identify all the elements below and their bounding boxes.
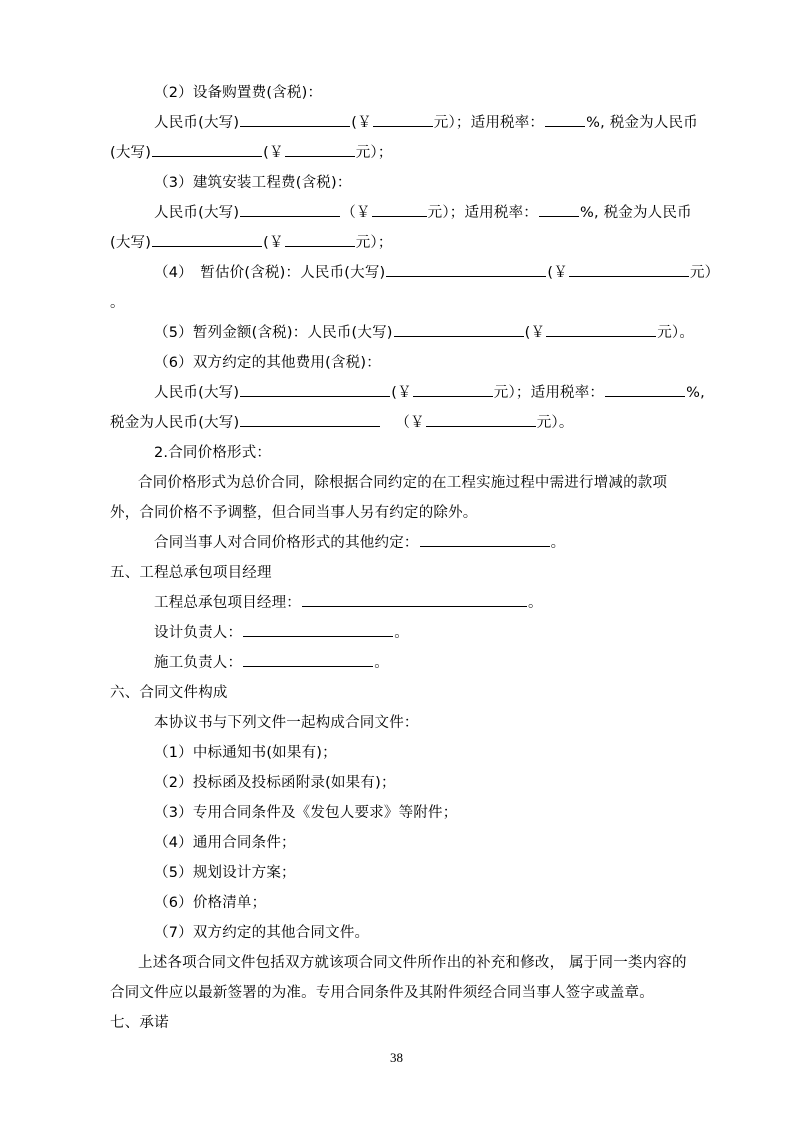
fill-blank[interactable] xyxy=(546,321,656,337)
document-body xyxy=(110,78,720,1038)
paragraph-construction-cost-title xyxy=(110,168,688,198)
text-run: 。 xyxy=(110,295,125,311)
text-run: 元）。 xyxy=(536,415,574,431)
text-run: （￥ xyxy=(395,415,425,431)
paragraph-other-cost-amount xyxy=(110,378,705,408)
fill-blank[interactable] xyxy=(285,231,355,247)
text-run: (￥ xyxy=(263,235,284,251)
text-run: （2）设备购置费(含税)： xyxy=(154,85,323,101)
text-run: （1）中标通知书(如果有)； xyxy=(154,745,337,761)
text-run: 五、工程总承包项目经理 xyxy=(110,565,272,581)
paragraph-price-form-other xyxy=(110,528,688,558)
text-run: 。 xyxy=(528,595,543,611)
fill-blank[interactable] xyxy=(373,111,433,127)
fill-blank[interactable] xyxy=(413,381,493,397)
list-item-2 xyxy=(110,768,688,798)
heading-project-manager xyxy=(110,558,688,588)
text-run: (￥ xyxy=(351,115,372,131)
text-run: （7）双方约定的其他合同文件。 xyxy=(154,925,370,941)
paragraph-documents-note xyxy=(110,948,688,1008)
text-run: （4）通用合同条件； xyxy=(154,835,296,851)
text-run: 元）；适用税率： xyxy=(493,385,605,401)
fill-blank[interactable] xyxy=(285,141,355,157)
text-run: (￥ xyxy=(391,385,412,401)
text-run: (￥ xyxy=(263,145,284,161)
text-run: 人民币(大写) xyxy=(154,385,240,401)
fill-blank[interactable] xyxy=(243,651,373,667)
paragraph-price-form-body xyxy=(110,468,688,528)
text-run: （3）建筑安装工程费(含税)： xyxy=(154,175,352,191)
text-run: 。 xyxy=(394,625,409,641)
text-run: （6）双方约定的其他费用(含税)： xyxy=(154,355,381,371)
text-run: 元）。 xyxy=(657,325,695,341)
fill-blank[interactable] xyxy=(240,201,340,217)
text-run: 六、合同文件构成 xyxy=(110,685,228,701)
heading-commitment xyxy=(110,1008,688,1038)
text-run: 上述各项合同文件包括双方就该项合同文件所作出的补充和修改， 属于同一类内容的合同文件应以最新签署的为准。专用合同条件及其附件须经合同当事人签字或盖章。 xyxy=(110,955,687,1001)
paragraph-provisional-price-end xyxy=(110,288,688,318)
text-run: （6）价格清单； xyxy=(154,895,267,911)
text-run: 合同价格形式为总价合同，除根据合同约定的在工程实施过程中需进行增减的款项外，合同价格不予调整，但合同当事人另有约定的除外。 xyxy=(110,475,668,521)
text-run: (￥ xyxy=(524,325,546,341)
text-run: (大写) xyxy=(110,235,152,251)
fill-blank[interactable] xyxy=(545,111,585,127)
paragraph-other-cost-tax xyxy=(110,408,688,438)
list-item-7 xyxy=(110,918,688,948)
text-run: 人民币(大写) xyxy=(154,115,240,131)
text-run: (大写) xyxy=(110,145,152,161)
text-run: 工程总承包项目经理： xyxy=(154,595,301,611)
text-run: (￥ xyxy=(547,265,568,281)
list-item-4 xyxy=(110,828,688,858)
paragraph-equipment-cost-title xyxy=(110,78,688,108)
text-run: 七、承诺 xyxy=(110,1015,169,1031)
text-run: 税金为人民币(大写) xyxy=(110,415,240,431)
paragraph-price-form-title xyxy=(110,438,688,468)
text-run: %, 税金为人民币 xyxy=(586,115,698,131)
paragraph-epc-manager xyxy=(110,588,688,618)
fill-blank[interactable] xyxy=(539,201,579,217)
paragraph-other-cost-title xyxy=(110,348,688,378)
text-run: 设计负责人： xyxy=(154,625,243,641)
paragraph-construction-manager xyxy=(110,648,688,678)
text-run: 2.合同价格形式： xyxy=(154,445,272,461)
text-run: 元）； xyxy=(355,145,393,161)
paragraph-equipment-cost-tax xyxy=(110,138,688,168)
fill-blank[interactable] xyxy=(240,411,380,427)
list-item-1 xyxy=(110,738,688,768)
fill-blank[interactable] xyxy=(240,381,390,397)
text-run: （4） 暂估价(含税)：人民币(大写) xyxy=(154,265,386,281)
fill-blank[interactable] xyxy=(420,531,550,547)
fill-blank[interactable] xyxy=(394,321,524,337)
text-run: （5）暂列金额(含税)：人民币(大写) xyxy=(154,325,393,341)
fill-blank[interactable] xyxy=(605,381,685,397)
text-run: （2）投标函及投标函附录(如果有)； xyxy=(154,775,396,791)
text-run: 。 xyxy=(374,655,389,671)
fill-blank[interactable] xyxy=(152,141,262,157)
paragraph-provisional-sum xyxy=(110,318,695,348)
list-item-5 xyxy=(110,858,688,888)
fill-blank[interactable] xyxy=(386,261,546,277)
fill-blank[interactable] xyxy=(569,261,689,277)
list-item-3 xyxy=(110,798,688,828)
fill-blank[interactable] xyxy=(372,201,427,217)
text-run: 人民币(大写) xyxy=(154,205,240,221)
text-run: （￥ xyxy=(341,205,371,221)
paragraph-design-manager xyxy=(110,618,688,648)
paragraph-construction-cost-tax xyxy=(110,228,688,258)
text-run: （5）规划设计方案； xyxy=(154,865,296,881)
list-item-6 xyxy=(110,888,688,918)
paragraph-equipment-cost-amount xyxy=(110,108,698,138)
text-run: 施工负责人： xyxy=(154,655,243,671)
text-run: 合同当事人对合同价格形式的其他约定： xyxy=(154,535,419,551)
heading-contract-documents xyxy=(110,678,688,708)
text-run: 元）；适用税率： xyxy=(433,115,545,131)
text-run: 本协议书与下列文件一起构成合同文件： xyxy=(154,715,419,731)
text-run: 。 xyxy=(550,535,566,551)
text-run: （3）专用合同条件及《发包人要求》等附件； xyxy=(154,805,458,821)
paragraph-agreement-intro xyxy=(110,708,688,738)
fill-blank[interactable] xyxy=(240,111,350,127)
paragraph-provisional-price xyxy=(110,258,720,288)
text-run: %, 税金为人民币 xyxy=(579,205,692,221)
fill-blank[interactable] xyxy=(152,231,262,247)
fill-blank[interactable] xyxy=(243,621,393,637)
paragraph-construction-cost-amount xyxy=(110,198,692,228)
text-run: 元） xyxy=(689,265,720,281)
fill-blank[interactable] xyxy=(426,411,536,427)
text-run: 元）；适用税率： xyxy=(427,205,538,221)
text-run: %, xyxy=(686,385,705,401)
text-run: 元）； xyxy=(355,235,393,251)
page-number: 38 xyxy=(390,1050,403,1065)
fill-blank[interactable] xyxy=(302,591,527,607)
